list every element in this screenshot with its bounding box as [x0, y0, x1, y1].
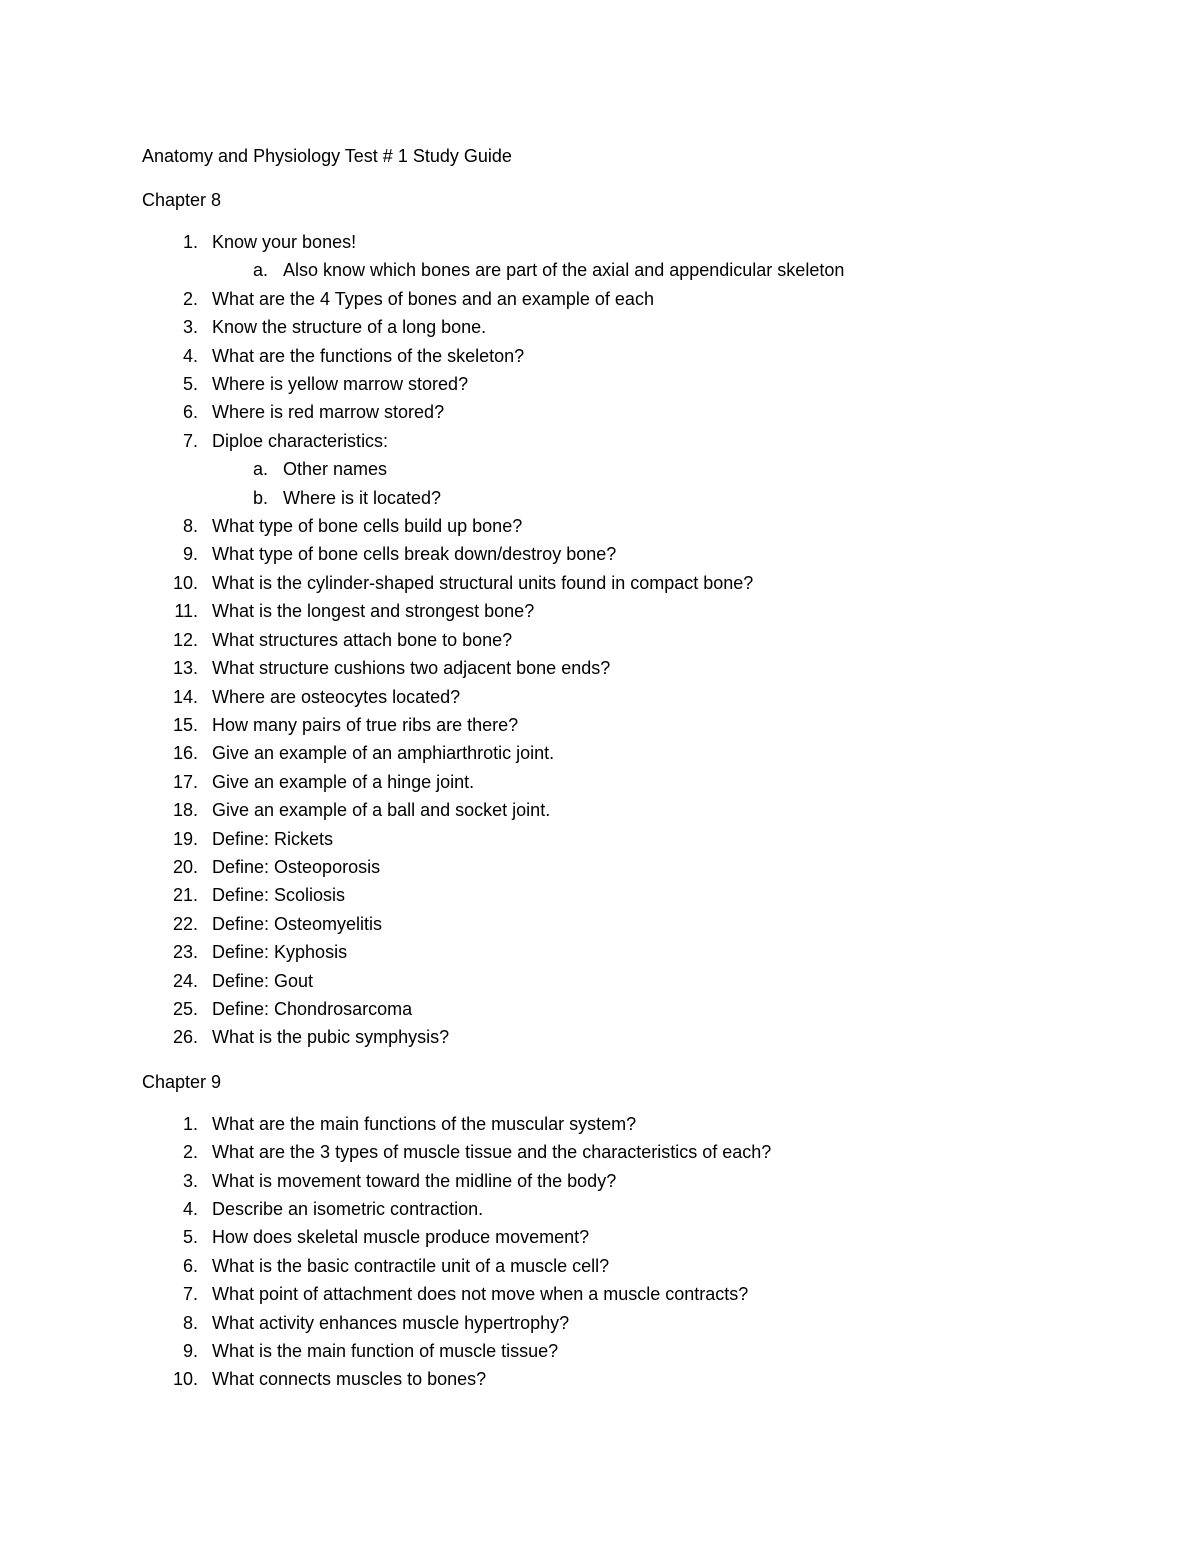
item-number: 21.: [172, 885, 198, 906]
item-number: 2.: [182, 1142, 198, 1163]
document-page: [142, 142, 1062, 1394]
item-number: 10.: [172, 572, 198, 593]
list-item: [142, 796, 1062, 824]
item-text: What structure cushions two adjacent bone ends?: [212, 658, 611, 679]
list-item: [142, 683, 1062, 711]
spacer: [142, 214, 1062, 228]
list-item: [142, 569, 1062, 597]
list-item: [142, 398, 1062, 426]
item-text: What is the pubic symphysis?: [212, 1027, 450, 1048]
item-text: What is the cylinder-shaped structural units found in compact bone?: [212, 572, 754, 593]
list-item: [142, 967, 1062, 995]
item-text: Know your bones!: [212, 232, 357, 252]
item-text: What is the longest and strongest bone?: [212, 601, 535, 622]
item-number: 7.: [182, 430, 198, 451]
item-number: 14.: [172, 686, 198, 707]
item-text: Define: Rickets: [212, 828, 334, 849]
item-number: 8.: [182, 1312, 198, 1333]
item-text: Give an example of a ball and socket joint.: [212, 800, 551, 821]
sub-item-text: Where is it located?: [283, 487, 442, 508]
item-number: 9.: [182, 1341, 198, 1362]
sub-item: [142, 256, 1062, 284]
item-text: What type of bone cells break down/destroy bone?: [212, 544, 617, 565]
list-item: [142, 825, 1062, 853]
list-item: [142, 285, 1062, 313]
list-item: [142, 1110, 1062, 1138]
item-text: Diploe characteristics:: [212, 430, 389, 451]
list-item: [142, 1337, 1062, 1365]
item-number: 23.: [172, 942, 198, 963]
list-item: [142, 995, 1062, 1023]
item-number: 4.: [182, 345, 198, 366]
list-item: [142, 342, 1062, 370]
item-number: 11.: [174, 601, 198, 622]
item-text: Define: Gout: [212, 970, 314, 991]
list-item: [142, 313, 1062, 341]
item-number: 7.: [182, 1284, 198, 1305]
item-text: Give an example of a hinge joint.: [212, 771, 475, 792]
item-text: What are the functions of the skeleton?: [212, 345, 525, 366]
list-item: [142, 739, 1062, 767]
item-number: 8.: [182, 516, 198, 537]
item-number: 3.: [182, 317, 198, 338]
item-number: 9.: [182, 544, 198, 565]
item-text: What point of attachment does not move when a muscle contracts?: [212, 1284, 749, 1305]
item-number: 5.: [182, 1227, 198, 1248]
spacer: [142, 1052, 1062, 1068]
list-item: [142, 1138, 1062, 1166]
item-text: What is the basic contractile unit of a muscle cell?: [212, 1255, 610, 1276]
item-text: Define: Kyphosis: [212, 942, 348, 963]
question-list: [142, 1110, 1062, 1394]
item-number: 1.: [182, 232, 198, 252]
sub-item: [142, 455, 1062, 483]
item-number: 6.: [182, 1255, 198, 1276]
item-number: 2.: [182, 288, 198, 309]
item-text: Know the structure of a long bone.: [212, 317, 487, 338]
item-number: 1.: [182, 1113, 198, 1134]
list-item: [142, 1167, 1062, 1195]
item-text: What is movement toward the midline of the body?: [212, 1170, 617, 1191]
item-text: Define: Scoliosis: [212, 885, 346, 906]
item-text: How many pairs of true ribs are there?: [212, 714, 519, 735]
item-text: How does skeletal muscle produce movement?: [212, 1227, 590, 1248]
item-number: 13.: [172, 658, 198, 679]
item-text: Where is yellow marrow stored?: [212, 374, 469, 395]
item-text: What is the main function of muscle tissue?: [212, 1341, 559, 1362]
sub-item-letter: a.: [252, 260, 268, 281]
item-number: 16.: [172, 743, 198, 764]
list-item: [142, 1023, 1062, 1051]
item-text: What type of bone cells build up bone?: [212, 516, 523, 537]
list-item: [142, 1223, 1062, 1251]
spacer: [142, 170, 1062, 186]
list-item: [142, 881, 1062, 909]
list-item: [142, 711, 1062, 739]
chapters-container: [142, 186, 1062, 1394]
list-item: [142, 626, 1062, 654]
item-text: Where are osteocytes located?: [212, 686, 461, 707]
item-text: Describe an isometric contraction.: [212, 1199, 484, 1219]
item-number: 12.: [172, 629, 198, 650]
list-item: [142, 1252, 1062, 1280]
list-item: [142, 1195, 1062, 1223]
item-number: 4.: [182, 1199, 198, 1219]
list-item: [142, 1365, 1062, 1393]
spacer: [142, 1096, 1062, 1110]
question-list: [142, 228, 1062, 1052]
sub-item-letter: a.: [252, 459, 268, 480]
item-number: 25.: [172, 998, 198, 1019]
item-number: 20.: [172, 856, 198, 877]
item-number: 15.: [172, 714, 198, 735]
list-item: [142, 597, 1062, 625]
sub-item-text: Other names: [283, 459, 388, 480]
sub-item-text: Also know which bones are part of the axial and appendicular skeleton: [283, 260, 845, 281]
item-text: Where is red marrow stored?: [212, 402, 445, 423]
item-text: What are the main functions of the muscular system?: [212, 1113, 637, 1134]
item-text: What activity enhances muscle hypertrophy?: [212, 1312, 570, 1333]
item-number: 24.: [172, 970, 198, 991]
item-text: What connects muscles to bones?: [212, 1369, 487, 1390]
item-number: 6.: [182, 402, 198, 423]
item-number: 18.: [172, 800, 198, 821]
chapter-heading: Chapter 8: [142, 190, 222, 210]
list-item: [142, 910, 1062, 938]
list-item: [142, 654, 1062, 682]
item-text: What are the 3 types of muscle tissue and the characteristics of each?: [212, 1142, 772, 1163]
list-item: [142, 512, 1062, 540]
item-number: 5.: [182, 374, 198, 395]
list-item: [142, 938, 1062, 966]
list-item: [142, 1280, 1062, 1308]
list-item: [142, 427, 1062, 455]
item-text: Define: Osteomyelitis: [212, 913, 383, 934]
list-item: [142, 768, 1062, 796]
item-number: 19.: [172, 828, 198, 849]
document-title: Anatomy and Physiology Test # 1 Study Guide: [142, 146, 512, 166]
list-item: [142, 540, 1062, 568]
list-item: [142, 228, 1062, 256]
sub-item: [142, 484, 1062, 512]
item-number: 10.: [172, 1369, 198, 1390]
item-text: Give an example of an amphiarthrotic joint.: [212, 743, 555, 764]
item-number: 26.: [172, 1027, 198, 1048]
item-number: 22.: [172, 913, 198, 934]
list-item: [142, 370, 1062, 398]
item-text: Define: Osteoporosis: [212, 856, 381, 877]
list-item: [142, 853, 1062, 881]
item-number: 3.: [182, 1170, 198, 1191]
list-item: [142, 1309, 1062, 1337]
item-text: What are the 4 Types of bones and an example of each: [212, 288, 654, 309]
sub-item-letter: b.: [252, 487, 268, 508]
item-text: Define: Chondrosarcoma: [212, 998, 413, 1019]
chapter-heading: Chapter 9: [142, 1071, 222, 1092]
item-text: What structures attach bone to bone?: [212, 629, 513, 650]
item-number: 17.: [172, 771, 198, 792]
